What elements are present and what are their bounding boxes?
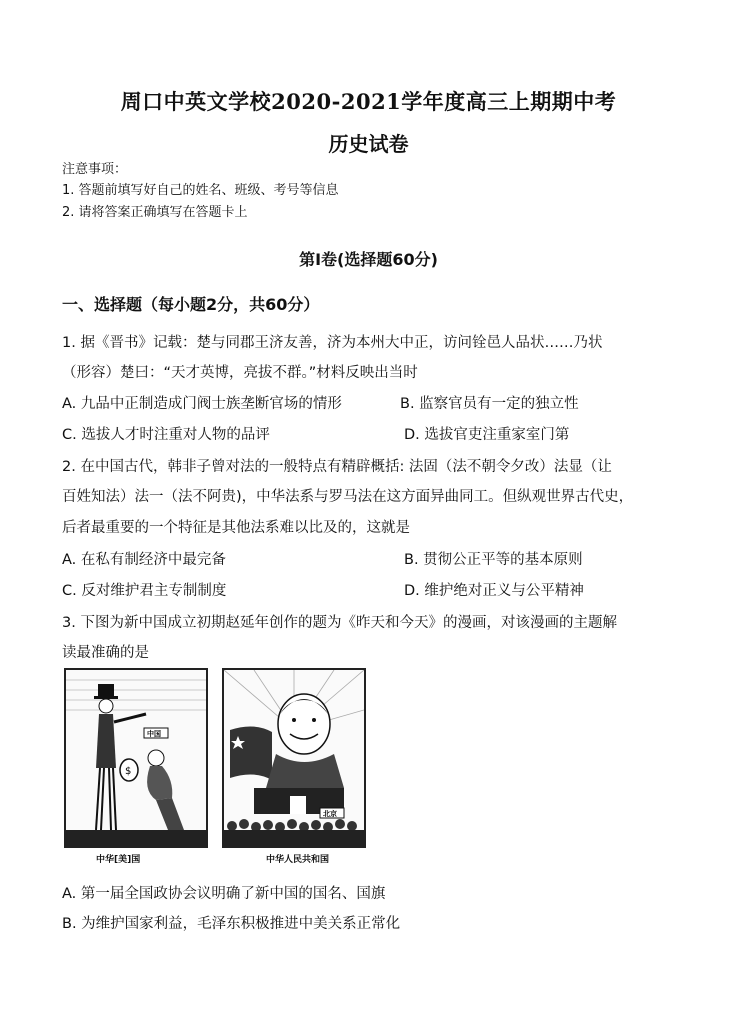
exam-title: 周口中英文学校2020-2021学年度高三上期期中考 xyxy=(120,89,617,114)
cartoon-today-panel xyxy=(222,668,366,848)
cartoon-left-label: 中国 xyxy=(147,730,161,738)
question-1-option-c: C. 选拔人才时注重对人物的品评 xyxy=(62,427,270,443)
cartoon-yesterday-panel xyxy=(64,668,208,848)
question-2-text: 后者最重要的一个特征是其他法系难以比及的，这就是 xyxy=(62,520,410,536)
notice-item: 1. 答题前填写好自己的姓名、班级、考号等信息 xyxy=(62,183,339,198)
exam-subtitle: 历史试卷 xyxy=(328,132,409,156)
question-1-text: 1. 据《晋书》记载：楚与同郡王济友善，济为本州大中正，访问铨邑人品状……乃状 xyxy=(62,335,603,351)
question-1-option-b: B. 监察官员有一定的独立性 xyxy=(400,396,579,412)
question-1-option-d: D. 选拔官吏注重家室门第 xyxy=(404,427,570,443)
section-title: 第Ⅰ卷(选择题60分) xyxy=(299,250,438,269)
question-2-option-c: C. 反对维护君主专制制度 xyxy=(62,583,227,599)
question-3-text: 3. 下图为新中国成立初期赵延年创作的题为《昨天和今天》的漫画，对该漫画的主题解 xyxy=(62,615,617,631)
question-2-text: 2. 在中国古代，韩非子曾对法的一般特点有精辟概括: 法固（法不朝令夕改）法显（让 xyxy=(62,459,612,475)
question-2-option-b: B. 贯彻公正平等的基本原则 xyxy=(404,552,583,568)
cartoon-right-caption: 中华人民共和国 xyxy=(266,855,330,865)
cartoon-today-drawing xyxy=(224,670,364,846)
cartoon-left-caption: 中华[美]国 xyxy=(96,855,141,865)
cartoon-yesterday-drawing xyxy=(66,670,206,846)
notice-heading: 注意事项： xyxy=(62,162,128,177)
question-2-text: 百姓知法）法一（法不阿贵)，中华法系与罗马法在这方面异曲同工。但纵观世界古代史， xyxy=(62,489,634,505)
svg-text:$: $ xyxy=(125,766,132,777)
notice-item: 2. 请将答案正确填写在答题卡上 xyxy=(62,205,248,220)
question-3-option-a: A. 第一届全国政协会议明确了新中国的国名、国旗 xyxy=(62,886,386,902)
question-2-option-a: A. 在私有制经济中最完备 xyxy=(62,552,226,568)
question-1-option-a: A. 九品中正制造成门阀士族垄断官场的情形 xyxy=(62,396,342,412)
question-2-option-d: D. 维护绝对正义与公平精神 xyxy=(404,583,584,599)
question-1-text: （形容）楚曰：“天才英博，亮拔不群。”材料反映出当时 xyxy=(62,365,418,381)
question-3-option-b: B. 为维护国家利益，毛泽东积极推进中美关系正常化 xyxy=(62,916,401,932)
cartoon-right-label: 北京 xyxy=(323,810,337,818)
part-heading: 一、选择题（每小题2分，共60分） xyxy=(62,295,320,314)
question-3-text: 读最准确的是 xyxy=(62,645,149,661)
